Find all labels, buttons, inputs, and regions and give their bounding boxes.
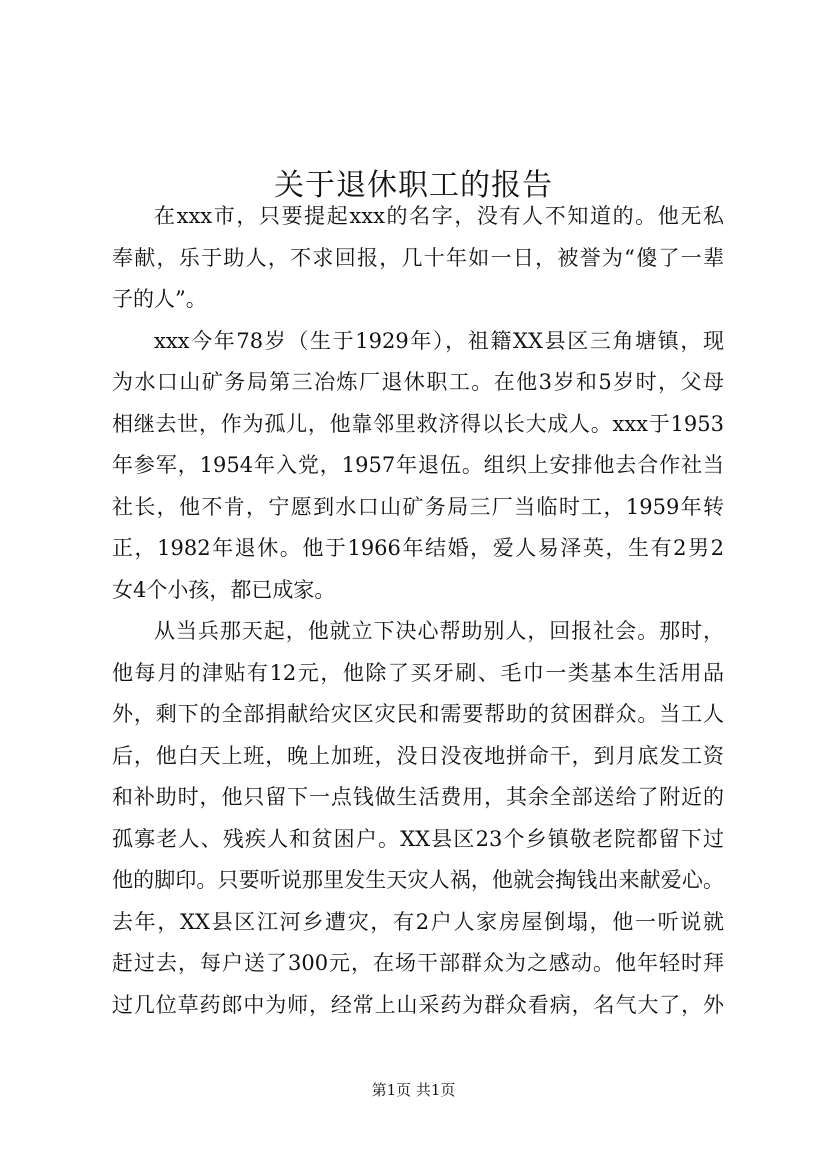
document-title: 关于退休职工的报告 [274, 168, 553, 204]
text-line: 社长，他不肯，宁愿到水口山矿务局三厂当临时工，1959年转 [112, 494, 724, 519]
text-line: 在xxx市，只要提起xxx的名字，没有人不知道的。他无私 [154, 204, 724, 228]
text-line: 后，他白天上班，晚上加班，没日没夜地拼命干，到月底发工资 [112, 743, 724, 768]
text-line: 女4个小孩，都已成家。 [112, 577, 336, 602]
text-line: 去年，XX县区江河乡遭灾，有2户人家房屋倒塌，他一听说就 [112, 909, 724, 934]
document-body [112, 196, 724, 1026]
paragraph [112, 321, 724, 612]
text-line: 和补助时，他只留下一点钱做生活费用，其余全部送给了附近的 [112, 785, 724, 809]
paragraph [112, 611, 724, 1026]
text-line: 相继去世，作为孤儿，他靠邻里救济得以长大成人。xxx于1953 [112, 411, 724, 436]
text-line: 从当兵那天起，他就立下决心帮助别人，回报社会。那时， [154, 619, 724, 643]
text-line: 正，1982年退休。他于1966年结婚，爱人易泽英，生有2男2 [112, 536, 724, 560]
text-line: 过几位草药郎中为师，经常上山采药为群众看病，名气大了，外 [112, 992, 724, 1017]
text-line: 年参军，1954年入党，1957年退伍。组织上安排他去合作社当 [112, 453, 724, 477]
text-line: 他的脚印。只要听说那里发生天灾人祸，他就会掏钱出来献爱心。 [112, 868, 724, 892]
page-footer: 第1页 共1页 [371, 1081, 456, 1099]
paragraph [112, 196, 724, 321]
text-line: xxx今年78岁（生于1929年），祖籍XX县区三角塘镇，现 [154, 328, 724, 353]
text-line: 外，剩下的全部捐献给灾区灾民和需要帮助的贫困群众。当工人 [112, 702, 724, 726]
text-line: 奉献，乐于助人，不求回报，几十年如一日，被誉为“傻了一辈 [112, 245, 724, 270]
text-line: 赶过去，每户送了300元，在场干部群众为之感动。他年轻时拜 [112, 951, 724, 975]
text-line: 孤寡老人、残疾人和贫困户。XX县区23个乡镇敬老院都留下过 [112, 826, 724, 851]
text-line: 子的人”。 [112, 287, 207, 311]
text-line: 他每月的津贴有12元，他除了买牙刷、毛巾一类基本生活用品 [112, 660, 724, 685]
text-line: 为水口山矿务局第三冶炼厂退休职工。在他3岁和5岁时，父母 [112, 370, 724, 394]
